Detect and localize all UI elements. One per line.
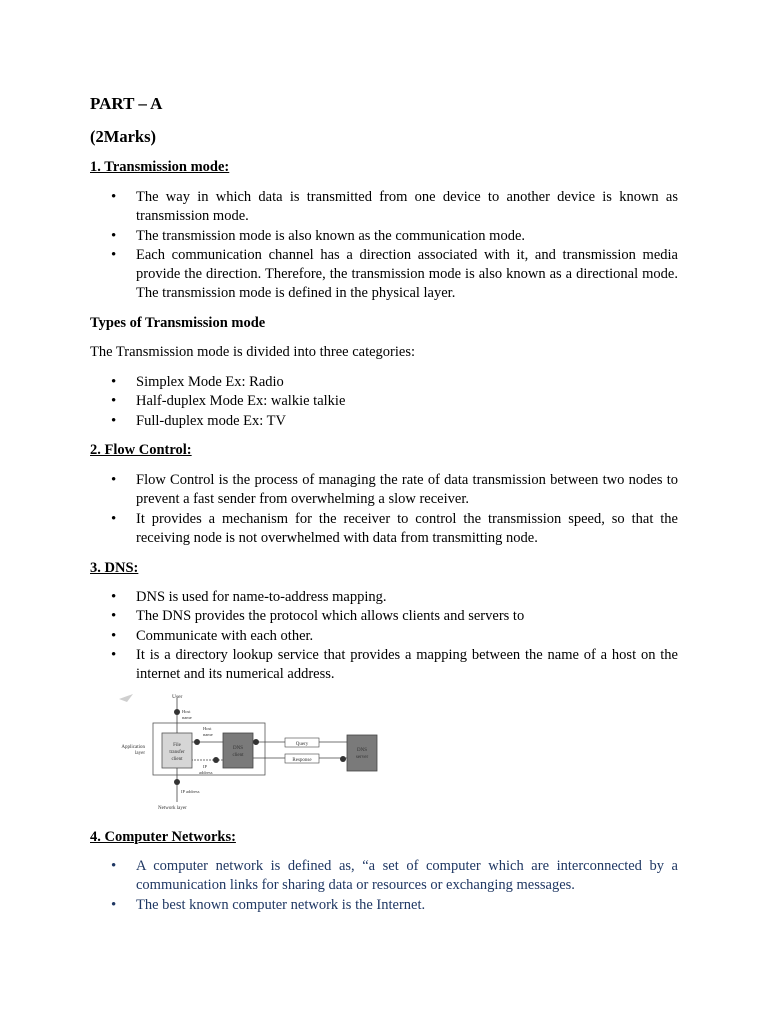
types-intro: The Transmission mode is divided into three categories: bbox=[90, 344, 415, 360]
transmission-mode-heading: 1. Transmission mode: bbox=[90, 159, 230, 175]
step-2: 2 bbox=[196, 740, 198, 745]
ip-address-label: IP address bbox=[181, 789, 200, 794]
step-6: 6 bbox=[176, 780, 178, 785]
user-label: User bbox=[172, 694, 183, 700]
list-item: • It provides a mechanism for the receiver to control the transmission speed, so that the receiving node is not overwhelmed with data from transmitting node. bbox=[90, 510, 678, 549]
response-label: Response bbox=[292, 758, 312, 763]
host-name-label: name bbox=[203, 732, 213, 737]
dns-diagram bbox=[115, 690, 385, 815]
computer-networks-heading: 4. Computer Networks: bbox=[90, 829, 236, 845]
application-layer-label: layer bbox=[135, 751, 145, 756]
application-layer-label: Application bbox=[121, 745, 145, 750]
list-item: • Full-duplex mode Ex: TV bbox=[90, 412, 678, 431]
dns-bullets bbox=[90, 588, 678, 684]
corner-mark bbox=[119, 694, 133, 702]
transmission-mode-bullets bbox=[90, 188, 678, 304]
flow-control-heading: 2. Flow Control: bbox=[90, 442, 192, 458]
step-5: 5 bbox=[215, 758, 217, 763]
dns-server-label: DNS bbox=[356, 748, 368, 753]
list-item: • The way in which data is transmitted from one device to another device is known as transmission mode. bbox=[90, 188, 678, 227]
list-item: • The DNS provides the protocol which allows clients and servers to bbox=[90, 607, 678, 626]
part-title: PART – A bbox=[90, 94, 163, 113]
list-item: • Simplex Mode Ex: Radio bbox=[90, 373, 678, 392]
list-item: • Half-duplex Mode Ex: walkie talkie bbox=[90, 392, 678, 411]
dns-client-label: client bbox=[232, 753, 244, 758]
host-name-label: Host bbox=[182, 709, 191, 714]
step-4: 4 bbox=[342, 757, 344, 762]
list-item: • The transmission mode is also known as the communication mode. bbox=[90, 227, 678, 246]
list-item: • Flow Control is the process of managing the rate of data transmission between two nodes to prevent a fast sender from overwhelming a slow receiver. bbox=[90, 471, 678, 510]
flow-control-bullets bbox=[90, 471, 678, 548]
host-name-label: name bbox=[182, 715, 192, 720]
list-item: • A computer network is defined as, “a set of computer which are interconnected by a communication links for sharing data or resources or exchanging messages. bbox=[90, 857, 678, 896]
list-item: • DNS is used for name-to-address mapping. bbox=[90, 588, 678, 607]
types-bullets bbox=[90, 373, 678, 431]
list-item: • The best known computer network is the Internet. bbox=[90, 896, 678, 915]
dns-server-label: server bbox=[355, 755, 369, 760]
host-name-label: Host bbox=[203, 726, 212, 731]
step-3: 3 bbox=[255, 740, 257, 745]
dns-heading: 3. DNS: bbox=[90, 560, 139, 576]
query-label: Query bbox=[295, 742, 309, 747]
network-layer-label: Network layer bbox=[158, 806, 187, 811]
dns-server-box bbox=[347, 735, 377, 771]
ip-address-label: IP bbox=[203, 764, 208, 769]
list-item: • It is a directory lookup service that provides a mapping between the name of a host on the internet and its numerical address. bbox=[90, 646, 678, 685]
list-item: • Each communication channel has a direction associated with it, and transmission media provide the direction. Therefore, the transmission mode is also known as a directional mode. The transmission mode is defined in the physical layer. bbox=[90, 246, 678, 304]
file-transfer-client-label: File bbox=[173, 743, 181, 748]
marks-label: (2Marks) bbox=[90, 127, 156, 146]
ip-address-label: address bbox=[199, 770, 213, 775]
computer-networks-bullets bbox=[90, 857, 678, 915]
file-transfer-client-label: client bbox=[171, 757, 183, 762]
file-transfer-client-label: transfer bbox=[169, 750, 185, 755]
step-1: 1 bbox=[176, 710, 178, 715]
list-item: • Communicate with each other. bbox=[90, 627, 678, 646]
dns-client-label: DNS bbox=[232, 746, 244, 751]
types-heading: Types of Transmission mode bbox=[90, 315, 266, 331]
